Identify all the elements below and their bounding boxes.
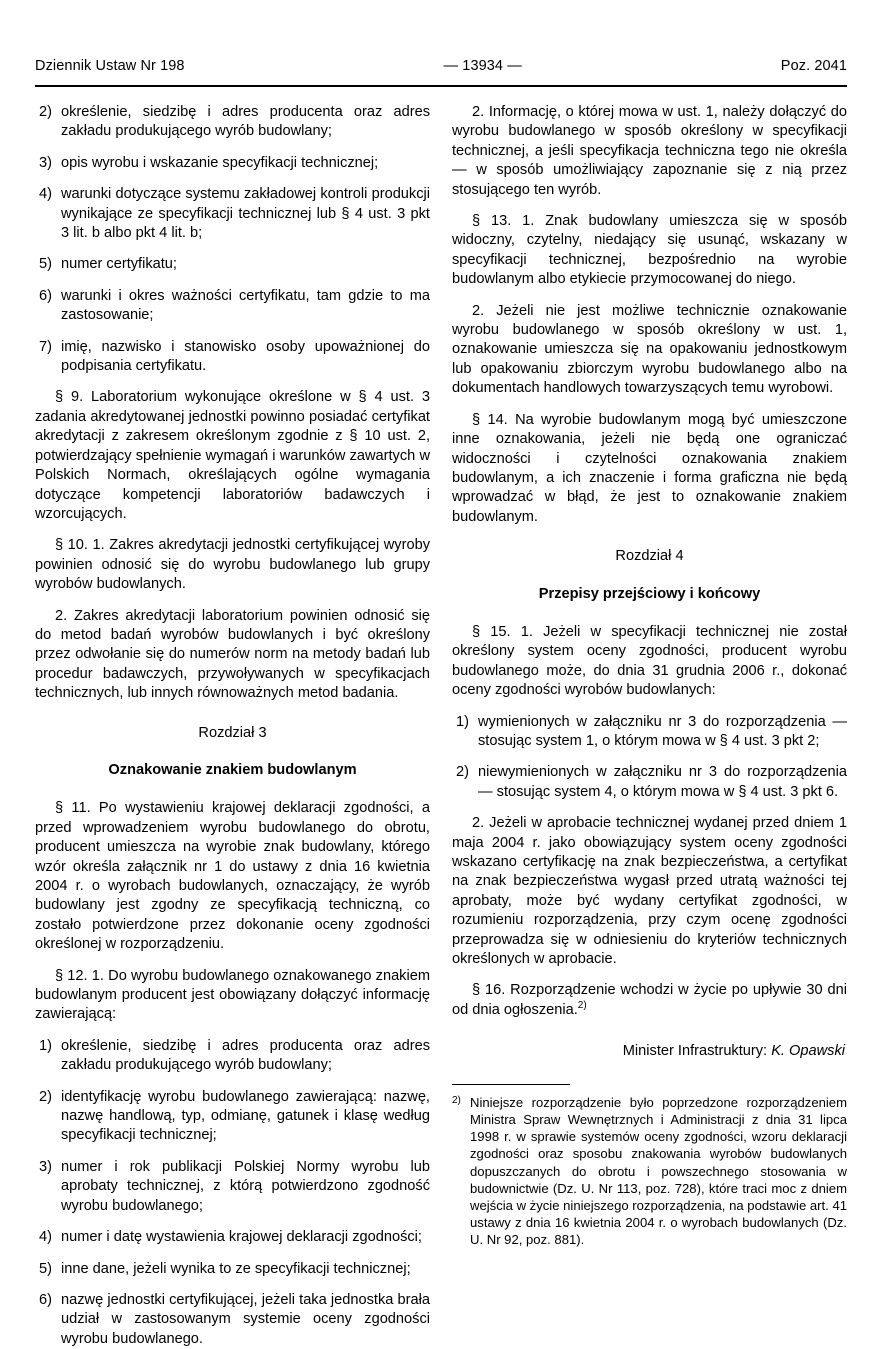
paragraph-section-14: § 14. Na wyrobie budowlanym mogą być umieszczone inne oznakowania, jeżeli nie będą one ograniczać widoczności i czytelności oznakowania znakiem budowlanym, a ich znaczenie i forma graficzna nie będą wprowadzać w błąd, że jest to oznakowanie znakiem budowlanym. (452, 411, 847, 525)
paragraph-section-12-1: § 12. 1. Do wyrobu budowlanego oznakowanego znakiem budowlanym producent jest obowiązany dołączyć informację zawierającą: (35, 967, 430, 1023)
list-item (35, 185, 430, 243)
paragraph-section-10-1: § 10. 1. Zakres akredytacji jednostki certyfikującej wyroby powinien odnosić się do wyrobu budowlanego lub grupy wyrobów budowlanych. (35, 537, 430, 593)
list-marker: 4) (39, 1229, 52, 1246)
footnote-text: Niniejsze rozporządzenie było poprzedzone rozporządzeniem Ministra Spraw Wewnętrznych i Administracji z dnia 31 lipca 1998 r. w sprawie systemów oceny zgodności, wzoru deklaracji zgodności oraz sposobu znakowania wyrobów budowlanych dopuszczanych do obrotu i powszechnego stosowania w budownictwie (Dz. U. Nr 113, poz. 728), które traci moc z dniem wejścia w życie niniejszego rozporządzenia, na podstawie art. 41 ustawy z dnia 16 kwietnia 2004 r. o wyrobach budowlanych (Dz. U. Nr 92, poz. 881). (470, 1095, 848, 1247)
chapter-4-title: Przepisy przejściowy i końcowy (538, 585, 761, 602)
list-information-contents (35, 1037, 430, 1349)
list-item (35, 1260, 430, 1279)
list-item-text: imię, nazwisko i stanowisko osoby upoważnionej do podpisania certyfikatu. (61, 338, 430, 375)
journal-title: Dziennik Ustaw Nr 198 (35, 58, 185, 74)
list-item-text: określenie, siedzibę i adres producenta oraz adres zakładu produkującego wyrób budowlany; (61, 1037, 430, 1074)
chapter-4-number: Rozdział 4 (615, 548, 684, 565)
list-marker: 4) (39, 186, 52, 203)
footnote-marker: 2) (452, 1095, 461, 1107)
paragraph-section-15-2: 2. Jeżeli w aprobacie technicznej wydanej przed dniem 1 maja 2004 r. jako obowiązujący system oceny zgodności wskazano certyfikację na znak bezpieczeństwa, a certyfikat na znak bezpieczeństwa wygasł przed utratą ważności tej aprobaty, może być wydany certyfikat zgodności, w rozumieniu rozporządzenia, przy czym ocenę zgodności przeprowadza się w odniesieniu do kryteriów technicznych określonych w aprobacie. (452, 815, 847, 968)
list-item (35, 103, 430, 142)
list-marker: 5) (39, 256, 52, 273)
list-marker: 6) (39, 1291, 52, 1308)
list-item-text: warunki i okres ważności certyfikatu, tam gdzie to ma zastosowanie; (61, 287, 430, 324)
list-item-text: wymienionych w załączniku nr 3 do rozporządzenia — stosując system 1, o którym mowa w § 4 ust. 3 pkt 2; (478, 713, 847, 749)
list-marker: 1) (456, 713, 469, 730)
chapter-3-title: Oznakowanie znakiem budowlanym (108, 761, 357, 778)
paragraph-section-11: § 11. Po wystawieniu krajowej deklaracji zgodności, a przed wprowadzeniem wyrobu budowlanego do obrotu, producent umieszcza na wyrobie znak budowlany, którego wzór określa załącznik nr 1 do ustawy z dnia 16 kwietnia 2004 r. o wyrobach budowlanych, oznaczający, że wyrób budowlany jest zgodny ze specyfikacją techniczną, co zostało potwierdzone przez dokonanie oceny zgodności określonej w rozporządzeniu. (35, 800, 430, 953)
paragraph-section-16-text: § 16. Rozporządzenie wchodzi w życie po upływie 30 dni od dnia ogłoszenia. (452, 982, 847, 1018)
list-certificate-contents (35, 103, 430, 376)
list-item-text: numer i datę wystawienia krajowej deklaracji zgodności; (61, 1229, 422, 1246)
list-item (35, 255, 430, 274)
page-number: — 13934 — (443, 58, 522, 74)
list-item (35, 1291, 430, 1349)
list-item-text: opis wyrobu i wskazanie specyfikacji technicznej; (61, 154, 379, 171)
list-marker: 1) (39, 1037, 52, 1054)
list-marker: 2) (39, 1088, 52, 1105)
list-item-text: określenie, siedzibę i adres producenta oraz adres zakładu produkującego wyrób budowlany; (61, 104, 430, 140)
signature-label: Minister Infrastruktury: (622, 1043, 768, 1060)
list-marker: 3) (39, 1158, 52, 1175)
footnote-divider (452, 1084, 570, 1086)
footnote-reference: 2) (577, 999, 587, 1011)
list-marker: 5) (39, 1260, 52, 1277)
list-item-text: numer i rok publikacji Polskiej Normy wyrobu lub aprobaty technicznej, z którą potwierdzono zgodność wyrobu budowlanego; (61, 1158, 430, 1214)
list-item-text: inne dane, jeżeli wynika to ze specyfikacji technicznej; (61, 1260, 411, 1277)
paragraph-section-15-1: § 15. 1. Jeżeli w specyfikacji technicznej nie został określony system oceny zgodności, producent wyrobu budowlanego może, do dnia 31 grudnia 2006 r., dokonać oceny zgodności wyrobów budowlanych: (452, 623, 847, 699)
footnote-block (452, 1094, 847, 1248)
list-item (35, 1158, 430, 1216)
paragraph-section-13-1: § 13. 1. Znak budowlany umieszcza się w sposób widoczny, czytelny, niedający się usunąć, wskazany w specyfikacji technicznej, bezpośrednio na wyrobie budowlanym albo etykiecie przymocowanej do niego. (452, 213, 847, 288)
list-item (35, 1037, 430, 1076)
signature-line (452, 1042, 847, 1061)
list-marker: 2) (39, 104, 52, 120)
paragraph-section-16 (452, 981, 847, 1020)
paragraph-section-13-2: 2. Jeżeli nie jest możliwe technicznie oznakowanie wyrobu budowlanego w sposób określony w ust. 1, oznakowanie umieszcza się na opakowaniu jednostkowym lub opakowaniu zbiorczym wyrobu budowlanego albo na dokumentach handlowych towarzyszących temu wyrobowi. (452, 302, 847, 397)
list-marker: 2) (456, 764, 469, 781)
list-item (452, 713, 847, 752)
chapter-3-number: Rozdział 3 (198, 724, 267, 741)
paragraph-section-10-2: 2. Zakres akredytacji laboratorium powinien odnosić się do metod badań wyrobów budowlanych i być określony przez odwołanie się do numerów norm na metody badań lub procedur badawczych, przywoływanych w specyfikacjach technicznych, lub innych równoważnych metod badania. (35, 607, 430, 702)
header-divider (35, 85, 847, 87)
list-item (35, 1228, 430, 1247)
left-column (35, 103, 430, 1347)
list-marker: 7) (39, 338, 52, 355)
right-column (452, 103, 848, 1247)
list-marker: 3) (39, 154, 52, 171)
two-column-body (35, 103, 848, 1347)
list-marker: 6) (39, 287, 52, 304)
list-transitional-systems (452, 713, 847, 803)
list-item-text: identyfikację wyrobu budowlanego zawierającą: nazwę, nazwę handlową, typ, odmianę, gatunek i klasę według specyfikacji technicznej; (61, 1088, 430, 1144)
list-item (452, 763, 847, 802)
item-number: Poz. 2041 (780, 58, 847, 74)
signature-name: K. Opawski (771, 1043, 845, 1060)
list-item (35, 1088, 430, 1146)
list-item-text: niewymienionych w załączniku nr 3 do rozporządzenia — stosując system 4, o którym mowa w § 4 ust. 3 pkt 6. (478, 764, 847, 800)
paragraph-section-9: § 9. Laboratorium wykonujące określone w § 4 ust. 3 zadania akredytowanej jednostki powinno posiadać certyfikat akredytacji z zakresem określonym zgodnie z § 10 ust. 2, potwierdzający spełnienie wymagań i warunków zawartych w Polskich Normach, określających ogólne wymagania dotyczące kompetencji laboratoriów badawczych i wzorcujących. (35, 389, 430, 522)
list-item-text: numer certyfikatu; (61, 256, 177, 273)
paragraph-section-12-2: 2. Informację, o której mowa w ust. 1, należy dołączyć do wyrobu budowlanego w sposób określony w specyfikacji technicznej, a jeśli specyfikacja techniczna tego nie określa — w sposób umożliwiający zapoznanie się z nią przez stosującego ten wyrób. (452, 104, 847, 198)
list-item-text: nazwę jednostki certyfikującej, jeżeli taka jednostka brała udział w zastosowanym systemie oceny zgodności wyrobu budowlanego. (61, 1291, 430, 1347)
list-item (35, 287, 430, 326)
list-item (35, 338, 430, 377)
page-running-header (35, 58, 847, 74)
list-item (35, 154, 430, 173)
list-item-text: warunki dotyczące systemu zakładowej kontroli produkcji wynikające ze specyfikacji technicznej lub § 4 ust. 3 pkt 3 lit. b albo pkt 4 lit. b; (61, 186, 430, 242)
